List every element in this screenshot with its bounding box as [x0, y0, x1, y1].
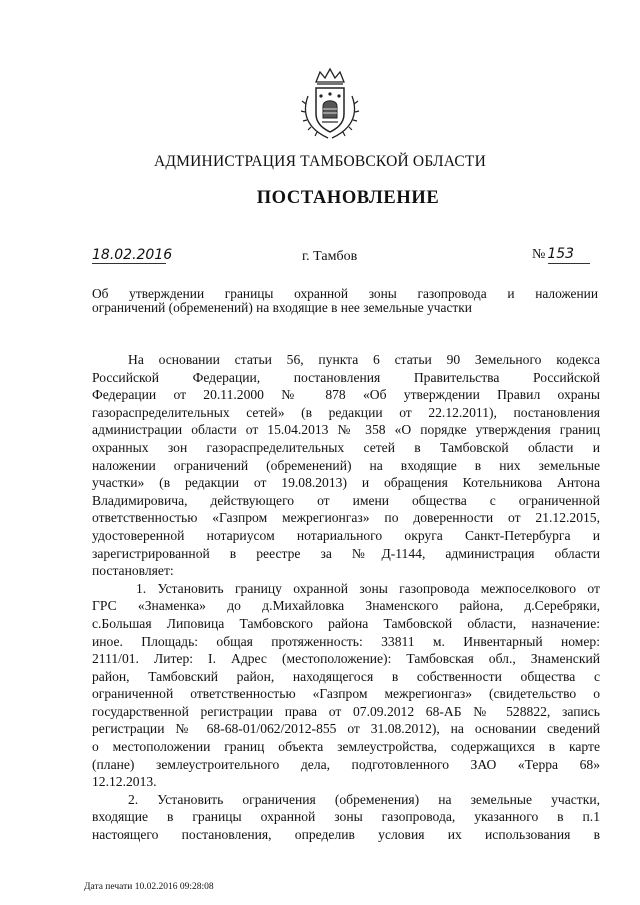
document-body	[92, 351, 600, 844]
body-line: охранных зон газораспределительных сетей в Тамбовской области и	[92, 439, 600, 455]
body-line: входящие в границы охранной зоны газопровода, указанного в п.1	[92, 809, 600, 825]
number-prefix: №	[532, 247, 546, 262]
body-line: Владимировича, действующего от имени общества с ограниченной	[92, 492, 600, 508]
body-line: ограниченной ответственностью «Газпром межрегионгаз» (свидетельство о	[92, 686, 600, 702]
body-line: регистрации № 68-68-01/062/2012-855 от 31.08.2012), на основании сведений	[92, 721, 600, 737]
number-underline	[548, 263, 590, 264]
body-line: 2111/01. Литер: I. Адрес (местоположение): Тамбовская обл., Знаменский	[92, 651, 600, 667]
body-line: 2. Установить ограничения (обременения) на земельные участки,	[128, 791, 600, 807]
body-line: Российской Федерации, постановления Правительства Российской	[92, 369, 600, 385]
body-line: (плане) землеустроительного дела, подготовленного ЗАО «Терра 68»	[92, 756, 600, 772]
subject-line: Об утверждении границы охранной зоны газопровода и наложении	[92, 286, 598, 301]
body-line: государственной регистрации права от 07.09.2012 68-АБ № 528822, запись	[92, 703, 600, 719]
body-line: наложении ограничений (обременений) на входящие в них земельные	[92, 457, 600, 473]
document-number	[532, 246, 574, 263]
date-underline	[92, 263, 166, 264]
body-line: удостоверенной нотариусом нотариального округа Санкт-Петербурга и	[92, 527, 600, 543]
organization-name: АДМИНИСТРАЦИЯ ТАМБОВСКОЙ ОБЛАСТИ	[154, 153, 486, 170]
number-value: 153	[547, 246, 575, 262]
body-line: Федерации от 20.11.2000 № 878 «Об утверждении Правил охраны	[92, 387, 600, 403]
body-line: участки» (в редакции от 19.08.2013) и обращения Котельникова Антона	[92, 475, 600, 491]
body-line: постановляет:	[92, 563, 174, 579]
body-line: ГРС «Знаменка» до д.Михайловка Знаменского района, д.Серебряки,	[92, 598, 600, 614]
body-line: ответственностью «Газпром межрегионгаз» по доверенности от 21.12.2015,	[92, 510, 600, 526]
document-subject	[92, 287, 598, 315]
body-line: газораспределительных сетей» (в редакции от 22.12.2011), постановления	[92, 404, 600, 420]
body-line: о местоположении границ объекта землеустройства, содержащихся в карте	[92, 739, 600, 755]
document-date: 18.02.2016	[92, 247, 173, 263]
tambov-coat-of-arms-icon	[298, 66, 362, 142]
subject-line: ограничений (обременений) на входящие в нее земельные участки	[92, 300, 472, 315]
body-line: настоящего постановления, определив условия их использования в	[92, 827, 600, 843]
body-line: зарегистрированной в реестре за №Д-1144, администрация области	[92, 545, 600, 561]
body-line: иное. Площадь: общая протяженность: 33811 м. Инвентарный номер:	[92, 633, 600, 649]
body-line: с.Большая Липовица Тамбовского района Тамбовской области, назначение:	[92, 615, 600, 631]
body-line: На основании статьи 56, пункта 6 статьи 90 Земельного кодекса	[128, 352, 600, 367]
body-line: 1. Установить границу охранной зоны газопровода межпоселкового от	[136, 580, 600, 596]
print-date-footer: Дата печати 10.02.2016 09:28:08	[84, 882, 214, 892]
document-type-title: ПОСТАНОВЛЕНИЕ	[256, 188, 440, 208]
body-line: район, Тамбовский район, находящегося в собственности общества с	[92, 668, 600, 684]
body-line: администрации области от 15.04.2013 № 358 «О порядке утверждения границ	[92, 422, 600, 438]
body-line: 12.12.2013.	[92, 774, 157, 790]
document-city: г. Тамбов	[302, 249, 358, 264]
